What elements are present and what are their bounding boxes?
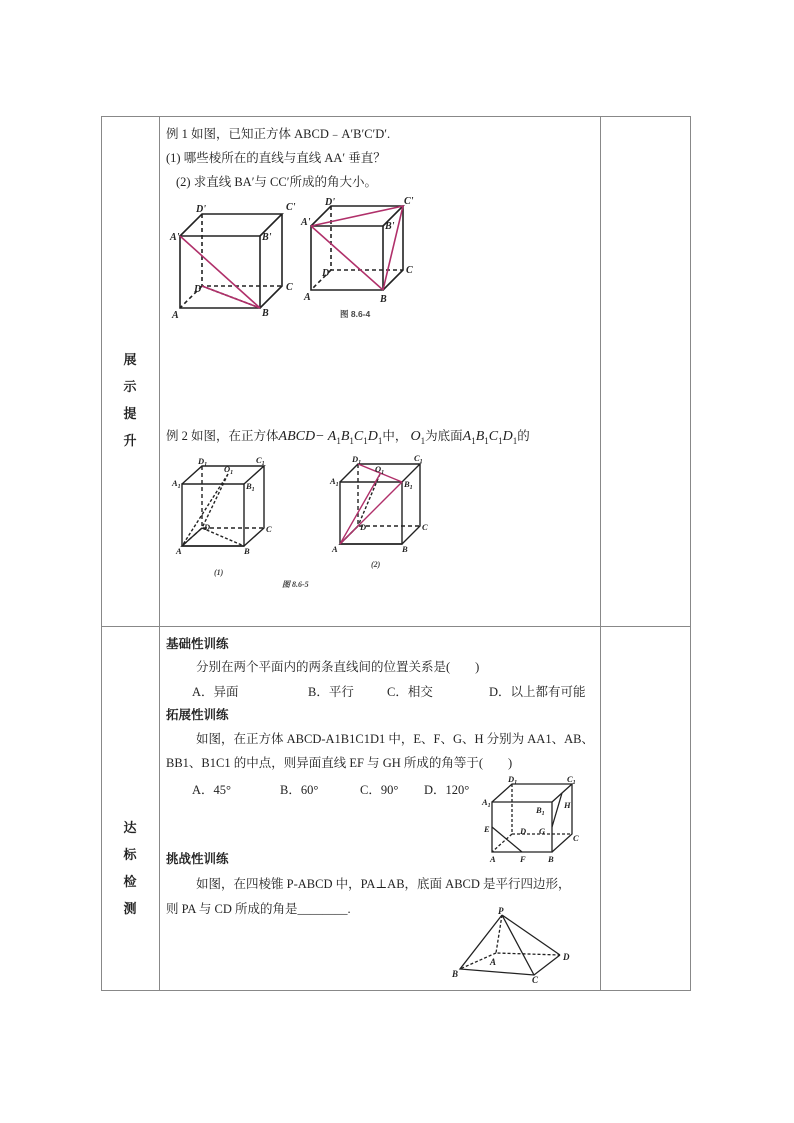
cube2-highlight-line [311, 226, 383, 290]
label-char: 示 [123, 379, 137, 394]
basic-option-b: B．平行 [308, 685, 354, 699]
svg-text:A: A [490, 854, 496, 864]
svg-text:P: P [498, 906, 504, 916]
vertex-label: D [194, 284, 202, 295]
vertex-label: A [304, 292, 311, 303]
svg-text:D: D [360, 522, 367, 532]
figure-pyramid [450, 905, 578, 985]
basic-option-c: C．相交 [387, 685, 433, 699]
svg-text:B: B [452, 969, 459, 979]
basic-heading: 基础性训练 [166, 636, 229, 651]
extended-question-line2: BB1、B1C1 的中点，则异面直线 EF 与 GH 所成的角等于( ) [166, 756, 513, 770]
svg-text:B1: $B_1$ [404, 479, 413, 491]
svg-text:A1: $A_1$ [482, 797, 491, 809]
example2-middle2: 为底面 [425, 429, 463, 443]
figure-cube-efgh [480, 772, 592, 864]
svg-text:B: B [548, 854, 554, 864]
example2-prefix: 例 2 如图，在正方体 [166, 429, 279, 443]
example2-solid: ABCD− $A_1B_1C_1D_1$ [278, 429, 383, 446]
basic-question: 分别在两个平面内的两条直线间的位置关系是( ) [196, 660, 480, 674]
cube1-highlight-line [180, 236, 260, 308]
svg-text:D: D [563, 952, 570, 962]
svg-text:A: A [490, 957, 497, 967]
vertex-label: D [322, 268, 330, 279]
svg-text:C1: $C_1$ [567, 774, 576, 786]
svg-text:C: C [422, 522, 428, 532]
subfigure-caption: (1) [214, 568, 224, 577]
challenge-question-line2: 则 PA 与 CD 所成的角是________. [166, 902, 351, 916]
svg-text:A: A [332, 544, 338, 554]
extended-option-a: A．45° [192, 783, 232, 797]
example2-point: $O_1$ [410, 429, 426, 446]
subfigure-caption: (2) [371, 560, 381, 569]
label-char: 提 [123, 406, 137, 421]
vertex-label: C' [404, 196, 414, 207]
svg-text:B: B [402, 544, 408, 554]
svg-text:A1: $A_1$ [172, 478, 181, 490]
label-char: 检 [123, 874, 137, 889]
basic-option-a: A．异面 [192, 685, 239, 699]
svg-text:C1: $C_1$ [256, 455, 265, 467]
label-char: 升 [123, 433, 137, 448]
svg-text:D: D [204, 522, 211, 532]
row-label-showcase [120, 349, 140, 457]
example2-face: $A_1B_1C_1D_1$ [462, 429, 518, 446]
svg-text:F: F [520, 854, 526, 864]
vertex-label: B [380, 294, 387, 305]
vertex-label: A [172, 310, 179, 321]
svg-text:O1: $O_1$ [224, 464, 234, 476]
svg-text:E: E [484, 824, 490, 834]
svg-text:A1: $A_1$ [330, 476, 339, 488]
column-divider-right [600, 117, 601, 990]
extended-heading: 拓展性训练 [166, 707, 229, 722]
basic-option-d: D．以上都有可能 [489, 685, 586, 699]
label-char: 达 [123, 820, 137, 835]
figure-caption: 图 8.6-5 [282, 580, 309, 589]
vertex-label: A' [170, 232, 180, 243]
svg-text:D1: $D_1$ [508, 774, 518, 786]
vertex-label: A' [301, 217, 311, 228]
row-label-assessment [120, 817, 140, 925]
vertex-label: C' [286, 202, 296, 213]
svg-text:B1: $B_1$ [536, 805, 545, 817]
column-divider-left [159, 117, 160, 990]
vertex-label: D' [196, 204, 206, 215]
vertex-label: C [406, 265, 413, 276]
cube1-highlight-line-2 [202, 286, 260, 308]
svg-text:O1: $O_1$ [375, 464, 385, 476]
example1-title: 例 1 如图，已知正方体 ABCD﹣A′B′C′D′. [166, 127, 391, 141]
label-char: 标 [123, 847, 137, 862]
figure-8-6-5 [168, 452, 438, 597]
challenge-question-line1: 如图，在四棱锥 P-ABCD 中，PA⊥AB，底面 ABCD 是平行四边形， [196, 877, 571, 891]
label-char: 展 [123, 352, 137, 367]
svg-text:H: H [564, 800, 571, 810]
example2-middle: 中， [382, 429, 408, 443]
svg-text:D1: $D_1$ [198, 456, 208, 468]
svg-text:A: A [176, 546, 182, 556]
svg-text:B1: $B_1$ [246, 481, 255, 493]
svg-text:B: B [244, 546, 250, 556]
vertex-label: B' [262, 232, 272, 243]
example1-question2: (2) 求直线 BA′与 CC′所成的角大小。 [176, 175, 377, 189]
vertex-label: B' [385, 221, 395, 232]
extended-question-line1: 如图，在正方体 ABCD-A1B1C1D1 中，E、F、G、H 分别为 AA1、AB、 [196, 732, 594, 746]
svg-text:C: C [573, 833, 579, 843]
svg-text:C: C [532, 975, 539, 985]
vertex-label: B [262, 308, 269, 319]
challenge-heading: 挑战性训练 [166, 851, 229, 866]
example1-question1: (1) 哪些棱所在的直线与直线 AA′ 垂直？ [166, 151, 386, 165]
svg-text:C1: $C_1$ [414, 453, 423, 465]
example2-suffix: 的 [517, 429, 530, 443]
svg-text:C: C [266, 524, 272, 534]
svg-text:D1: $D_1$ [352, 454, 362, 466]
label-char: 测 [123, 901, 137, 916]
figure-caption: 图 8.6-4 [340, 309, 371, 319]
vertex-label: C [286, 282, 293, 293]
example2-statement [166, 426, 530, 446]
svg-text:G: G [539, 826, 546, 836]
extended-option-b: B．60° [280, 783, 319, 797]
vertex-label: D' [325, 197, 335, 208]
extended-option-d: D．120° [424, 783, 470, 797]
svg-text:D: D [520, 826, 527, 836]
row-divider [102, 626, 690, 627]
extended-option-c: C．90° [360, 783, 399, 797]
figure-8-6-4 [168, 196, 428, 326]
